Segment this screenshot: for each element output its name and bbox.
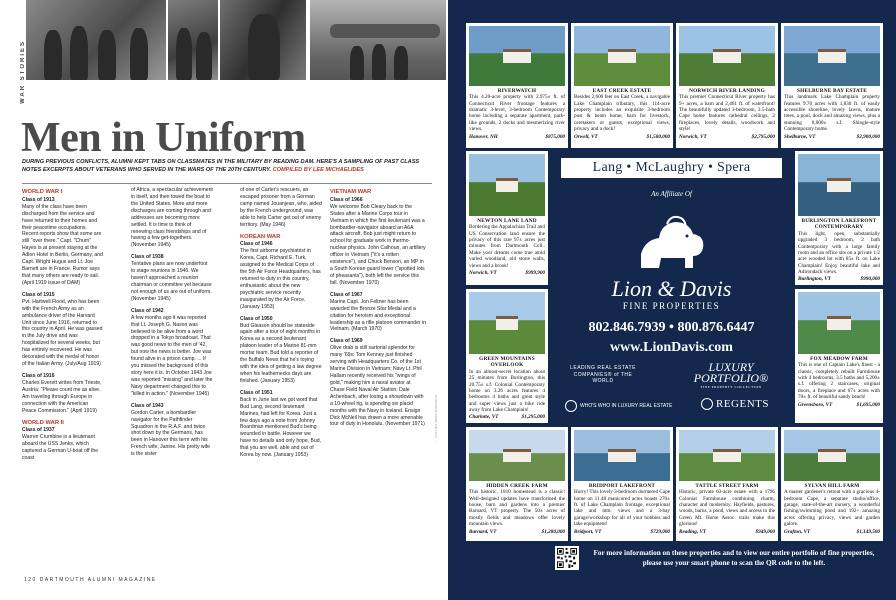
listing-card-riverwatch (466, 23, 568, 148)
listing-price: $1,149,500 (856, 528, 880, 535)
listing-card-hidden-creek (466, 427, 568, 541)
listing-description: This 4.20-acre property with 2.975± ft. of Connecticut River frontage features a dramatic 3-level, 3-bedroom Contemporary home including a separate apartment, park-like grounds, 2 docks and mesmerizing river views. (469, 94, 565, 133)
listing-name: BURLINGTON LAKEFRONT CONTEMPORARY (801, 218, 877, 231)
house-shape (713, 449, 742, 461)
listing-description: Bordering the Appalachian Trail and US Conservation land ensure the privacy of this rare 97± acres just minutes from Dartmouth Coll.. Make your dreams come true amid varied woodland, old stone walls, views and a brook! (469, 224, 545, 269)
class-note-text: Marine Capt. Jon Feltner has been awarded the Bronze Star Medal and a citation for heroism and exceptional leadership as a rifle platoon commander in Vietnam. (March 1970) (330, 298, 426, 333)
house-shape (608, 449, 637, 461)
listing-description: This light, open, substantially upgraded 3 bedroom, 2 bath Contemporary with a large family room and an office sits on a private 1/2 acre wooded lot with 85± ft. on Lake Champlain! Enjoy beautiful lake and Adirondack views. (798, 230, 880, 275)
class-year-heading: Class of 1915 (22, 291, 55, 298)
listing-footer (679, 529, 775, 535)
listing-town: Bridport, VT (574, 528, 602, 535)
article-paragraph (22, 189, 104, 197)
divider (22, 183, 432, 184)
listing-photo (469, 292, 545, 354)
listing-name: SHELBURNE BAY ESTATE (797, 88, 867, 94)
class-note-text: Warren Crumbine is a lieutenant aboard the USS Jenks, which captured a German U-boat off the coast (22, 434, 99, 462)
article-column-3 (240, 187, 322, 577)
house-shape (827, 316, 852, 331)
listing-description: This historic, 1810 homestead is a classic! Well-designed updates have transformed the house, barn and gardens into a premier Barnard, VT property. The 50± acres of mostly fields and meadows offer lovely mountain views. (469, 489, 565, 528)
listing-name: BRIDPORT LAKEFRONT (588, 483, 656, 489)
class-note-text: We welcome Bob Cleary back to the States after a Marine Corps tour in Vietnam in which the first lieutenant was a bombardier-navigator aboard an A6A attack aircraft. Bob just might return to school for graduate work in thermo-nuclear physics. John Calhoun, an artillery officer in Vietnam ("it's a rotten existence"), and Chuck Benson, an MP in a South Korean guard tower ("spotted lots of pheasants"), both left the service this fall. (November 1970) (330, 203, 426, 286)
listing-caption (574, 88, 670, 140)
listing-town: Reading, VT (679, 528, 707, 535)
listing-description: In an almost-secret location about 25 minutes from Burlington, this 20.75± s.f. Colonial Contemporary home on 3.26 acres features 4 bedrooms 4 baths and great style and super views just a bike ride away from Lake Champlain! (469, 368, 545, 413)
listing-caption (469, 218, 545, 276)
class-year-heading: Class of 1950 (240, 315, 273, 322)
qr-code-icon[interactable] (555, 546, 579, 570)
listing-card-green-mountains (466, 289, 548, 423)
class-year-heading: Class of 1967 (330, 291, 363, 298)
regents-text: REGENTS (716, 398, 769, 410)
brand-tagline: FINE PROPERTIES (622, 301, 721, 311)
article-paragraph (22, 292, 104, 368)
listing-photo (574, 26, 670, 86)
listing-town: Barnard, VT (469, 528, 497, 535)
listing-photo (798, 292, 880, 354)
listing-caption (469, 88, 565, 140)
listing-price: $1,295,000 (521, 414, 545, 421)
listing-description: Historic, private 63-acre estate with a 1796 Colonial Farmhouse combining charm, character and modernity. Hayfields, pastures, woods, barns, a pond, views and access to the Green Mt. Horse Assoc. trails make this glorious! (679, 489, 775, 528)
listing-caption (679, 88, 775, 140)
listing-name: GREEN MOUNTAINS OVERLOOK (479, 356, 535, 369)
listing-caption (784, 483, 880, 535)
listing-caption (469, 483, 565, 535)
listing-name: EAST CREEK ESTATE (592, 88, 652, 94)
brand-name: Lion & Davis (611, 276, 732, 301)
listing-town: Burlington, VT (798, 276, 831, 283)
listing-card-fox-meadow (795, 289, 883, 423)
listing-price: $1,695,000 (856, 401, 880, 408)
listing-footer (469, 270, 545, 276)
listing-name: RIVERWATCH (497, 88, 537, 94)
listing-photo (469, 26, 565, 86)
listing-card-norwich-river (676, 23, 778, 148)
war-section-heading: WORLD WAR II (22, 419, 64, 426)
whos-who-logo (565, 400, 672, 412)
listing-card-shelburne-bay (781, 23, 883, 148)
article-paragraph (330, 338, 426, 428)
listing-description: This is one of Captain Lake's finest - a classic, completely rebuilt Farmhouse with 4 bedrooms, 3.5 baths and 5,200± s.f. offering 2 staircases, original doors, a fireplace and 67± acres with 70± ft. of beautiful sandy beach! (798, 362, 880, 401)
article-paragraph (131, 308, 213, 398)
listing-card-sylvan-hill (781, 427, 883, 541)
photo-soldier-portrait (220, 0, 306, 80)
article-paragraph (131, 403, 213, 458)
listing-photo (679, 26, 775, 86)
phone-numbers[interactable]: 802.846.7939 • 800.876.6447 (588, 320, 755, 335)
listing-footer (469, 529, 565, 535)
listing-description: This landmark Lake Champlain property features 9.70 acres with 1,830 ft. of easily accessible shoreline, lovely lawns, mature trees, a pool, dock and amazing views, plus a stunning 8,000± s.f. Shingle-style Contemporary home. (784, 94, 880, 133)
lux-title: LUXURY PORTFOLIO® (693, 360, 769, 385)
article-paragraph (240, 241, 322, 310)
listing-caption (469, 356, 545, 421)
article-paragraph (131, 254, 213, 302)
house-shape (496, 178, 519, 193)
listing-price: $729,000 (650, 528, 670, 535)
article-paragraph (22, 420, 104, 428)
listing-description: This premier Connecticut River property has 9+ acres, a barn and 2,461 ft. of waterfront! The beautifully updated 3-bedroom, 3.5-bath Cape home features cathedral ceilings, 2 fireplaces, lovely details, woodwork and style! (679, 94, 775, 133)
listing-price: $1,500,000 (646, 133, 670, 140)
article-column-2 (131, 187, 213, 577)
listing-footer (574, 134, 670, 140)
listing-card-newton-lane (466, 151, 548, 285)
photo-soldiers-group (26, 0, 166, 80)
article-paragraph (240, 234, 322, 242)
listing-name: FOX MEADOW FARM (810, 356, 868, 362)
class-note-text: Pvt. Hartwell Flood, who has been with the French Army as an ambulance driver of the Harvard Unit since June 1916, returned to this country in April. He was gassed in the July drive and was hospitalized for several weeks, but has entirely recovered. He was decorated with the medal of honor of the Italian Army. (July/Aug 1919) (22, 298, 103, 368)
regents-logo (701, 398, 769, 410)
listing-card-east-creek (571, 23, 673, 148)
listing-caption (574, 483, 670, 535)
house-shape (713, 49, 742, 63)
class-year-heading: Class of 1966 (330, 196, 363, 203)
listing-photo (574, 430, 670, 481)
regents-icon (701, 398, 713, 410)
class-note-text: Bud Gleason should be stateside again after a tour of eight months in Korea as a second lieutenant platoon leader of a Marine 81-mm mortar team. Bud told a reporter of the Buffalo News that he's toying with the idea of getting a law degree when his leathernecks days are finished. (January 1953) (240, 322, 322, 384)
article-intro (22, 158, 432, 174)
whos-who-text: WHO'S WHO IN LUXURY REAL ESTATE (580, 403, 673, 409)
article-paragraph (330, 292, 426, 334)
class-note-text: A few months ago it was reported that Lt. Joseph G. Nason was believed to be alive from a word dropped in a Tokyo broadcast. That was good news to the men of '42, but now the news is better. Joe was found alive in a prison camp. ... If you missed the background of this story here it is. In October 1943 Joe was reported "missing" and later the Navy department changed this to "killed in action." (November 1945) (131, 314, 213, 397)
listing-price: $875,000 (545, 133, 565, 140)
class-year-heading: Class of 1938 (131, 254, 164, 261)
listing-photo (469, 430, 565, 481)
listing-card-bridport (571, 427, 673, 541)
photo-credit: CLOCKWISE FROM TOP LEFT: ... (434, 395, 438, 442)
article-paragraph (22, 197, 104, 287)
listing-price: $1,280,000 (541, 528, 565, 535)
listing-footer (469, 134, 565, 140)
listing-name: HIDDEN CREEK FARM (486, 483, 548, 489)
listing-town: Charlotte, VT (469, 414, 499, 421)
class-note-text: Gordon Carter, a bombardier navigator for the Pathfinder Squadron in the R.A.F. and twice shot down by the Germans, has been in Hanover this term with his French wife, Janine. His pretty wife is the sister (131, 409, 210, 458)
class-year-heading: Class of 1916 (22, 373, 55, 379)
listing-description: Hurry! This lovely 3-bedroom dormered Cape home on 11.48 manicured acres boasts 270± ft. of Lake Champlain frontage, exceptional lake and mtn. views and a 3-bay garage/workshop for all of your hobbies and lake equipment! (574, 489, 670, 528)
article-paragraph (240, 316, 322, 385)
website-link[interactable]: www.LionDavis.com (610, 340, 733, 355)
photo-officers (168, 0, 218, 80)
listing-town: Orwell, VT (574, 133, 598, 140)
class-year-heading: Class of 1913 (22, 196, 55, 203)
listing-caption (784, 88, 880, 140)
lion-logo-icon (631, 210, 711, 272)
class-year-heading: Class of 1937 (22, 427, 55, 434)
house-shape (496, 316, 519, 331)
listing-photo (469, 154, 545, 216)
article-paragraph (240, 390, 322, 459)
listing-footer (798, 276, 880, 282)
house-shape (818, 49, 847, 63)
house-shape (503, 449, 532, 461)
listing-caption (798, 218, 880, 283)
page-footer: 120 DARTMOUTH ALUMNI MAGAZINE (24, 577, 157, 583)
article-paragraph (330, 189, 426, 197)
article-column-1 (22, 187, 104, 577)
listing-caption (798, 356, 880, 408)
article-paragraph (240, 187, 322, 229)
listing-footer (798, 402, 880, 408)
house-shape (608, 49, 637, 63)
listing-photo (784, 430, 880, 481)
lux-subtitle: FINE PROPERTY COLLECTION (700, 384, 762, 389)
class-note-text: of one of Carter's rescuers, an escaped prisoner from a German camp named Jouanjean, who, aided by the French underground, was able to help Carter get out of enemy territory. (May 1946) (240, 187, 322, 228)
intro-credit: COMPILED BY LEE MICHAELIDES (272, 167, 364, 174)
article-title: Men in Uniform (21, 115, 306, 161)
brand-bar: Lang • McLaughry • Spera (561, 158, 782, 178)
listing-name: NORWICH RIVER LANDING (689, 88, 765, 94)
photo-aircraft-crew (310, 0, 446, 80)
listing-name: TATTLE STREET FARM (695, 483, 759, 489)
listing-footer (784, 529, 880, 535)
qr-instructions: For more information on these properties and to view our entire portfolio of fine properties, please use your smart phone to scan the QR code to the left. (593, 549, 875, 567)
class-year-heading: Class of 1951 (240, 389, 273, 396)
article-paragraph (22, 427, 104, 462)
listing-photo (798, 154, 880, 216)
house-shape (818, 449, 847, 461)
listing-card-burlington (795, 151, 883, 285)
war-section-heading: WORLD WAR I (22, 189, 63, 195)
listing-price: $999,900 (525, 269, 545, 276)
class-note-text: Tentative plans are now underfoot to stage reunions in 1946. We haven't approached a reunion chairman or committee yet because not enough of us are out of uniform. (November 1945) (131, 261, 212, 302)
article-paragraph (330, 197, 426, 287)
whos-who-icon (565, 400, 577, 412)
section-label: WAR STORIES (20, 40, 26, 104)
listing-town: Norwich, VT (679, 133, 707, 140)
article-paragraph (131, 187, 213, 249)
house-shape (503, 49, 532, 63)
class-note-text: of Africa, a spectacular achievement in itself, and then towed the boat to the United States. More and more discharges are coming through and addresses are becoming more settled. It is time to think of renewing class friendships and of having a few get-togethers. (November 1945) (131, 187, 213, 249)
leading-companies-logo: LEADING REAL ESTATE COMPANIES® of THE WORLD (570, 365, 636, 384)
listing-town: Greensboro, VT (798, 401, 833, 408)
listing-town: Grafton, VT (784, 528, 811, 535)
class-note-text: Back in June last we got word that Bud Lang, second lieutenant Marines, had left for Korea. Just a few days ago a note from Johnny Boardman mentioned Bud's being wounded in battle. However we have no details and only hope, Bud, that you are well, able and out of Korea by now. (January 1953) (240, 396, 321, 459)
class-note-text: Olive drab is still sartorial splendor for many '69s: Tom Kenney just finished serving with Headquarters Co. of the 1st Marine Division in Vietnam; Navy Lt. Phil Hallam recently received his "wings of gold," making him a naval aviator at Chase Field Naval Air Station; Dale Achenbach, after losing a showdown with a 10-wheel rig, is spending six placid months with the Navy in Iceland. Ensign Dick McNeil has drawn a more amenable tour of duty in Honolulu. (November 1971) (330, 345, 425, 428)
article-paragraph (22, 373, 104, 415)
class-note-text: Many of the class have been discharged from the service and have returned to their homes and their peacetime occupations. Recent reports show that some are still "over there." Capt. "Chum" Hayes is at present staying at the Adlon Hotel in Berlin, Germany, and Capt. Wright Hugus and Lt. Joe Barnett are in France. Rumor says that many others are ready to sail. (April 1919 issue of DAM) (22, 203, 103, 286)
listing-caption (679, 483, 775, 535)
class-note-text: The first airborne psychiatrist in Korea, Capt. Richard E. Turk, assigned to the Medical Corps of the 5th Air Force Headquarters, has returned to duty in this country, enthusiastic about the new psychiatric service recently inaugurated by the Air Force. (January 1953) (240, 248, 321, 310)
war-section-heading: VIETNAM WAR (330, 189, 372, 195)
listing-photo (679, 430, 775, 481)
class-year-heading: Class of 1946 (240, 241, 273, 248)
class-year-heading: Class of 1942 (131, 307, 164, 314)
listing-price: $2,795,000 (751, 133, 775, 140)
listing-footer (784, 134, 880, 140)
brand-panel (551, 150, 792, 424)
listing-town: Shelburne, VT (784, 133, 816, 140)
listing-town: Norwich, VT (469, 269, 497, 276)
class-note-text: Charles Everett writes from Trieste, Austria: "Please count me as alive. Am traveling through Europe in connection with the American Peace Commission." (April 1919) (22, 379, 102, 414)
article-column-4 (330, 187, 426, 577)
listing-footer (574, 529, 670, 535)
listing-card-tattle-street (676, 427, 778, 541)
class-year-heading: Class of 1943 (131, 402, 164, 409)
affiliate-label: An Affiliate Of (651, 190, 692, 198)
listing-price: $990,000 (860, 276, 880, 283)
class-year-heading: Class of 1969 (330, 338, 363, 345)
listing-town: Hanover, NH (469, 133, 498, 140)
listing-description: Besides 2,600 feet on East Creek, a navigable Lake Champlain tributary, this 114-acre property includes an exquisite 3-bedroom post & beam home, barn for livestock, caretakers or guests, exceptional views, privacy and a dock! (574, 94, 670, 133)
listing-name: NEWTON LANE LAND (477, 218, 537, 224)
listing-name: SYLVAN HILL FARM (804, 483, 860, 489)
listing-price: $2,900,000 (856, 133, 880, 140)
listing-description: A master gardener's retreat with a gracious 4-bedroom Cape, a separate studio/office, garage, state-of-the-art nursery, a wonderful fishing/swimming pond and 192+ amazing acres offering privacy, views and garden galore. (784, 489, 880, 528)
intro-text: DURING PREVIOUS CONFLICTS, ALUMNI KEPT TABS ON CLASSMATES IN THE MILITARY BY READING DAM. HERE'S A SAMPLING OF PAST CLASS NOTES EXCERPTS ABOUT VETERANS WHO SERVED IN THE WARS OF THE 20TH CENTURY. (22, 159, 420, 174)
listing-footer (679, 134, 775, 140)
listing-photo (784, 26, 880, 86)
listing-price: $949,000 (755, 528, 775, 535)
listing-footer (469, 414, 545, 420)
house-shape (827, 178, 852, 193)
war-section-heading: KOREAN WAR (240, 233, 281, 240)
luxury-portfolio-logo (691, 362, 771, 389)
